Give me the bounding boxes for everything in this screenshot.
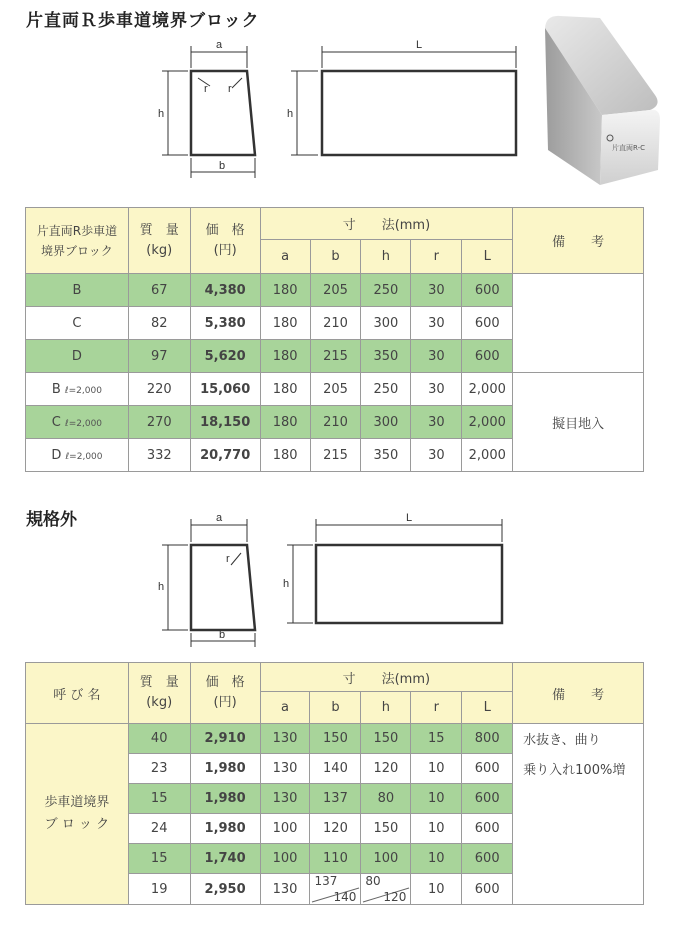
header-name-2: 呼 び 名 bbox=[26, 663, 129, 724]
table-row: D ℓ=2,000 332 20,770 180 215 350 30 2,000 bbox=[26, 439, 644, 472]
header-L-2: L bbox=[462, 692, 513, 724]
table-row: 15 1,980 130 137 80 10 600 bbox=[26, 784, 644, 814]
group-name-cell: 歩車道境界 ブ ロ ッ ク bbox=[26, 724, 129, 905]
header-r: r bbox=[411, 240, 462, 274]
header-a-2: a bbox=[260, 692, 310, 724]
dim-r-label-right: r bbox=[228, 83, 232, 95]
header-weight-2: 質 量 (kg) bbox=[128, 663, 190, 724]
dim-L-label-2: L bbox=[406, 512, 413, 524]
header-dimensions-2: 寸 法(mm) bbox=[260, 663, 513, 692]
dim-a-label-2: a bbox=[216, 512, 223, 524]
dim-b-label: b bbox=[219, 160, 226, 172]
dim-h-label-side-2: h bbox=[283, 578, 290, 590]
dim-a-label: a bbox=[216, 39, 223, 51]
header-weight: 質 量 (kg) bbox=[128, 208, 190, 274]
header-L: L bbox=[462, 240, 513, 274]
dim-r-label-2: r bbox=[226, 553, 230, 565]
section-title-2: 規格外 bbox=[26, 510, 77, 530]
header-h-2: h bbox=[361, 692, 411, 724]
table-row: B ℓ=2,000 220 15,060 180 205 250 30 2,000 擬目地入 bbox=[26, 373, 644, 406]
spec-table-2 bbox=[25, 662, 644, 905]
dim-L-label: L bbox=[416, 39, 423, 51]
side-view-outline-2 bbox=[316, 545, 502, 623]
header-price: 価 格 (円) bbox=[190, 208, 260, 274]
table-row: 23 1,980 130 140 120 10 600 乗り入れ100%増 bbox=[26, 754, 644, 784]
table-row: B 67 4,380 180 205 250 30 600 bbox=[26, 274, 644, 307]
header-b: b bbox=[310, 240, 361, 274]
header-b-2: b bbox=[310, 692, 361, 724]
table-row: 24 1,980 100 120 150 10 600 bbox=[26, 814, 644, 844]
section-title-1: 片直両Ｒ歩車道境界ブロック bbox=[26, 11, 260, 31]
dim-h-label-side: h bbox=[287, 108, 294, 120]
dim-h-label: h bbox=[158, 108, 165, 120]
dim-h-label-2: h bbox=[158, 581, 165, 593]
note-cell-group2: 擬目地入 bbox=[513, 373, 644, 472]
header-name: 片直両R歩車道 境界ブロック bbox=[26, 208, 129, 274]
header-dimensions: 寸 法(mm) bbox=[260, 208, 513, 240]
stamp-text: 片直両R-C bbox=[612, 144, 645, 152]
dim-b-label-2: b bbox=[219, 629, 226, 641]
split-cell-b: 137 140 bbox=[310, 874, 361, 905]
header-h: h bbox=[361, 240, 411, 274]
split-cell-h: 80 120 bbox=[361, 874, 411, 905]
table-row: D 97 5,620 180 215 350 30 600 bbox=[26, 340, 644, 373]
table-row: 19 2,950 130 137 140 80 120 10 600 bbox=[26, 874, 644, 905]
table-row: 15 1,740 100 110 100 10 600 bbox=[26, 844, 644, 874]
header-note-2: 備 考 bbox=[513, 663, 644, 724]
table-row: C 82 5,380 180 210 300 30 600 bbox=[26, 307, 644, 340]
header-price-2: 価 格 (円) bbox=[190, 663, 260, 724]
table-row: 歩車道境界 ブ ロ ッ ク 40 2,910 130 150 150 15 800 水抜き、曲り bbox=[26, 724, 644, 754]
cross-section-outline-2 bbox=[191, 545, 255, 630]
dim-r-label-left: r bbox=[204, 83, 208, 95]
table-row: C ℓ=2,000 270 18,150 180 210 300 30 2,000 bbox=[26, 406, 644, 439]
header-r-2: r bbox=[411, 692, 462, 724]
header-a: a bbox=[260, 240, 310, 274]
header-note: 備 考 bbox=[513, 208, 644, 274]
